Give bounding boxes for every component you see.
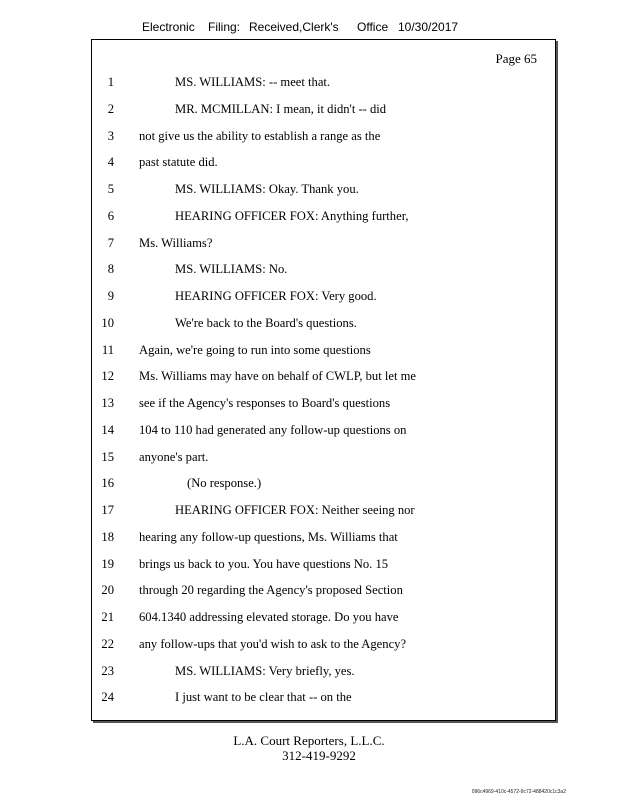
transcript-line [92,607,555,627]
transcript-page [91,39,556,721]
page-number: Page 65 [495,51,537,66]
transcript-line [92,473,555,493]
line-number: 17 [101,503,114,517]
transcript-line [92,580,555,600]
line-text: MS. WILLIAMS: No. [175,262,288,277]
line-text: We're back to the Board's questions. [175,315,357,330]
line-number: 9 [107,289,114,303]
line-number: 4 [107,155,114,170]
transcript-line [92,99,555,119]
line-number: 11 [101,342,114,357]
line-number: 12 [101,369,114,384]
line-number: 19 [101,556,114,571]
transcript-line [92,634,555,654]
line-text: hearing any follow-up questions, Ms. Williams that [139,529,398,544]
line-number: 23 [101,663,114,678]
line-text: Ms. Williams may have on behalf of CWLP, but let me [139,369,416,384]
line-text: not give us the ability to establish a range as the [139,128,381,143]
line-number: 16 [101,476,114,491]
line-text: past statute did. [139,155,218,170]
line-number: 1 [107,75,114,89]
line-text: Ms. Williams? [139,235,213,250]
header-received-clerks: Received,Clerk's [249,20,339,34]
transcript-line [92,687,555,707]
transcript-line [92,313,555,333]
line-number: 14 [101,422,114,437]
transcript-line [92,259,555,279]
line-number: 5 [107,182,114,196]
line-number: 20 [101,583,114,598]
line-text: MR. MCMILLAN: I mean, it didn't -- did [175,101,387,116]
line-text: HEARING OFFICER FOX: Anything further, [175,208,409,223]
transcript-line [92,233,555,253]
line-number: 7 [107,235,114,250]
transcript-line [92,152,555,172]
line-text: see if the Agency's responses to Board's questions [139,396,391,410]
transcript-line [92,72,555,92]
line-number: 3 [107,128,114,143]
transcript-line [92,126,555,146]
line-number: 2 [107,101,114,116]
transcript-line [92,527,555,547]
transcript-line [92,340,555,360]
line-text: MS. WILLIAMS: Very briefly, yes. [175,663,355,678]
line-text: HEARING OFFICER FOX: Neither seeing nor [175,503,415,517]
line-text: MS. WILLIAMS: -- meet that. [175,75,331,89]
line-number: 15 [101,449,114,464]
transcript-line [92,366,555,386]
line-text: MS. WILLIAMS: Okay. Thank you. [175,182,359,196]
line-number: 8 [107,262,114,277]
line-text: anyone's part. [139,449,209,464]
line-text: any follow-ups that you'd wish to ask to the Agency? [139,636,407,651]
line-text: (No response.) [187,476,262,491]
line-number: 24 [101,690,114,705]
transcript-line [92,206,555,226]
transcript-line [92,420,555,440]
line-text: 604.1340 addressing elevated storage. Do you have [139,610,399,624]
line-text: HEARING OFFICER FOX: Very good. [175,289,377,303]
transcript-line [92,661,555,681]
header-electronic: Electronic [142,20,195,34]
header-date: 10/30/2017 [398,20,459,34]
transcript-line [92,179,555,199]
line-text: Again, we're going to run into some questions [139,342,371,357]
transcript-line [92,447,555,467]
transcript-line [92,500,555,520]
footer-company: L.A. Court Reporters, L.L.C. [233,733,385,748]
line-number: 13 [101,396,114,410]
transcript-line [92,286,555,306]
header-office: Office [357,20,389,34]
line-number: 6 [107,208,114,223]
line-text: I just want to be clear that -- on the [175,690,352,705]
line-text: 104 to 110 had generated any follow-up questions on [139,422,407,437]
line-text: brings us back to you. You have questions No. 15 [139,556,389,571]
document-id: 096c4969-410c-4572-9c72-488420c1c3a2 [471,789,566,795]
line-number: 18 [101,529,114,544]
header-filing: Filing: [208,20,241,34]
transcript-line [92,554,555,574]
line-text: through 20 regarding the Agency's proposed Section [139,583,403,598]
line-number: 10 [101,315,114,330]
line-number: 22 [101,636,114,651]
footer-phone: 312-419-9292 [282,748,356,763]
transcript-line [92,393,555,413]
line-number: 21 [101,610,114,624]
